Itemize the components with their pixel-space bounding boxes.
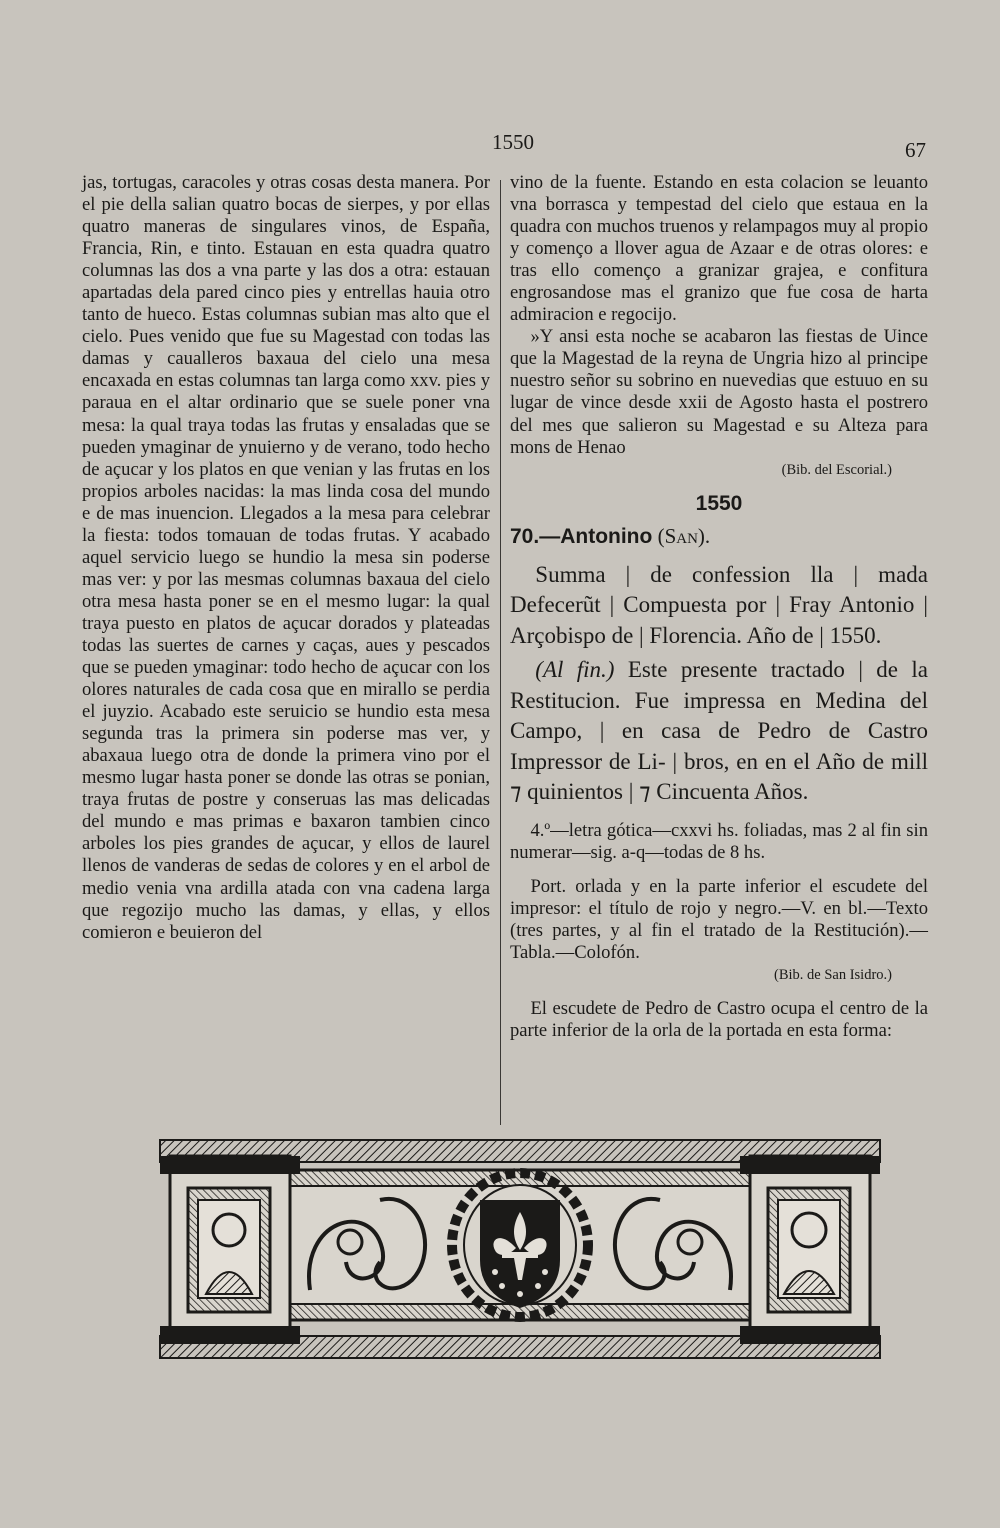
printer-woodcut-border (150, 1130, 890, 1368)
page-year: 1550 (492, 130, 534, 154)
escudete-paragraph: El escudete de Pedro de Castro ocupa el centro de la parte inferior de la orla de la portada en esta forma: (510, 997, 928, 1041)
entry-name: Antonino (560, 524, 653, 548)
physical-description: 4.º—letra gótica—cxxvi hs. foliadas, mas 2 al fin sin numerar—sig. a-q—todas de 8 hs. (510, 819, 928, 863)
entry-dash: — (539, 524, 561, 548)
entry-heading (510, 523, 928, 550)
source-san-isidro: (Bib. de San Isidro.) (774, 966, 892, 983)
right-paragraph-1: vino de la fuente. Estando en esta colacion se leuanto vna borrasca y tempestad del cielo que estaua en la quadra con muchos truenos y relampagos muy al propio y començo a llover agua de Azaar e de otras olores: e tras ello començo a granizar grajea, e confitura engrosandose mas el granizo que fue cosa de harta admiracion e regocijo. (510, 172, 928, 326)
left-paragraph: jas, tortugas, caracoles y otras cosas desta manera. Por el pie della salian quatro bocas de sierpes, y por ellas quatro maneras de singulares vinos, de España, Francia, Rin, e tinto. Estauan en esta quadra quatro columnas las dos a vna parte y las dos a otra: estauan apartadas dela pared cinco pies y entrellas hauia otro tanto de hueco. Estas columnas subian mas alto que el cielo. Pues venido que fue su Magestad con todas las damas y caualleros baxaua del cielo una mesa encaxada en estas columnas tan larga como xxv. pies y paraua en el altar ordinario que se suele poner vna mesa: la qual traya todas las frutas y ensaladas que se pueden ymaginar de ynuierno y de verano, todo hecho de açucar y los platos en que venian y las frutas en los propios arboles nacidas: la mas linda cosa del mundo e de mas inuencion. Llegados a la mesa para celebrar la fiesta: todos tomauan de todas frutas. Y acabado aquel servicio luego se hundio la mesa sin poderse mas ver: y por las mesmas columnas baxaua del cielo otra mesa hasta poner se en el mesmo lugar: la qual traya puesto en platos de açucar dorados y plateadas todas las suertes de carnes y caças, aues y pescados que se pueden ymaginar: todo hecho de açucar con los olores naturales de cada cosa que en mirallo se perdia el juyzio. Acabado este seruicio se hundio esta mesa segunda tras la primera sin poderse mas ver, y abaxaua luego otra de donde la primera vino por el mesmo lugar hasta poner se donde las otras se ponian, traya frutas de postre y conseruas las mas delicadas del mundo e mas primas e baxaron tambien cinco arboles los pies grandes de açucar, y ellos de laurel llenos de vanderas de sedas de colores y en el arbol de medio venia vna ardilla atada con vna cadena larga que regozijo mucho las damas, y ellas, y ellos comieron e beuieron del (82, 172, 490, 943)
left-column (82, 172, 490, 944)
right-paragraph-2: »Y ansi esta noche se acabaron las fiestas de Uince que la Magestad de la reyna de Ungria hizo al principe nuestro señor su sobrino en nuevedias que estuuo en su lugar de vince desde xxii de Agosto hasta el postrero del mes que salieron su Magestad e su Alteza para mons de Henao (510, 326, 928, 458)
right-column (510, 172, 928, 1042)
entry-saint: (San). (657, 523, 711, 548)
entry-number: 70. (510, 524, 540, 548)
column-divider (500, 180, 501, 1125)
colophon-intro: (Al fin.) (535, 657, 615, 683)
colophon-text: Este presente tractado | de la Restitucion. Fue impressa en Medina del Campo, | en casa de Pedro de Castro Impressor de Li- | bros, en en el Año de mill ⁊ quinientos | ⁊ Cincuenta Años. (510, 657, 929, 805)
book-title: Summa | de confession lla | mada Defecerũt | Compuesta por | Fray Antonio | Arçobispo de | Florencia. Año de | 1550. (510, 561, 928, 648)
colophon (510, 655, 928, 808)
right-pillar (740, 1156, 880, 1344)
portada-note: Port. orlada y en la parte inferior el escudete del impresor: el título de rojo y negro.—V. en bl.—Texto (tres partes, y al fin el tratado de la Restitución).—Tabla.—Colofón. (510, 875, 928, 963)
left-pillar (160, 1156, 300, 1344)
woodcut-illustration (150, 1130, 890, 1368)
running-head (0, 130, 1000, 160)
year-heading: 1550 (695, 491, 743, 515)
page-number: 67 (905, 138, 926, 162)
source-escorial: (Bib. del Escorial.) (781, 461, 892, 478)
